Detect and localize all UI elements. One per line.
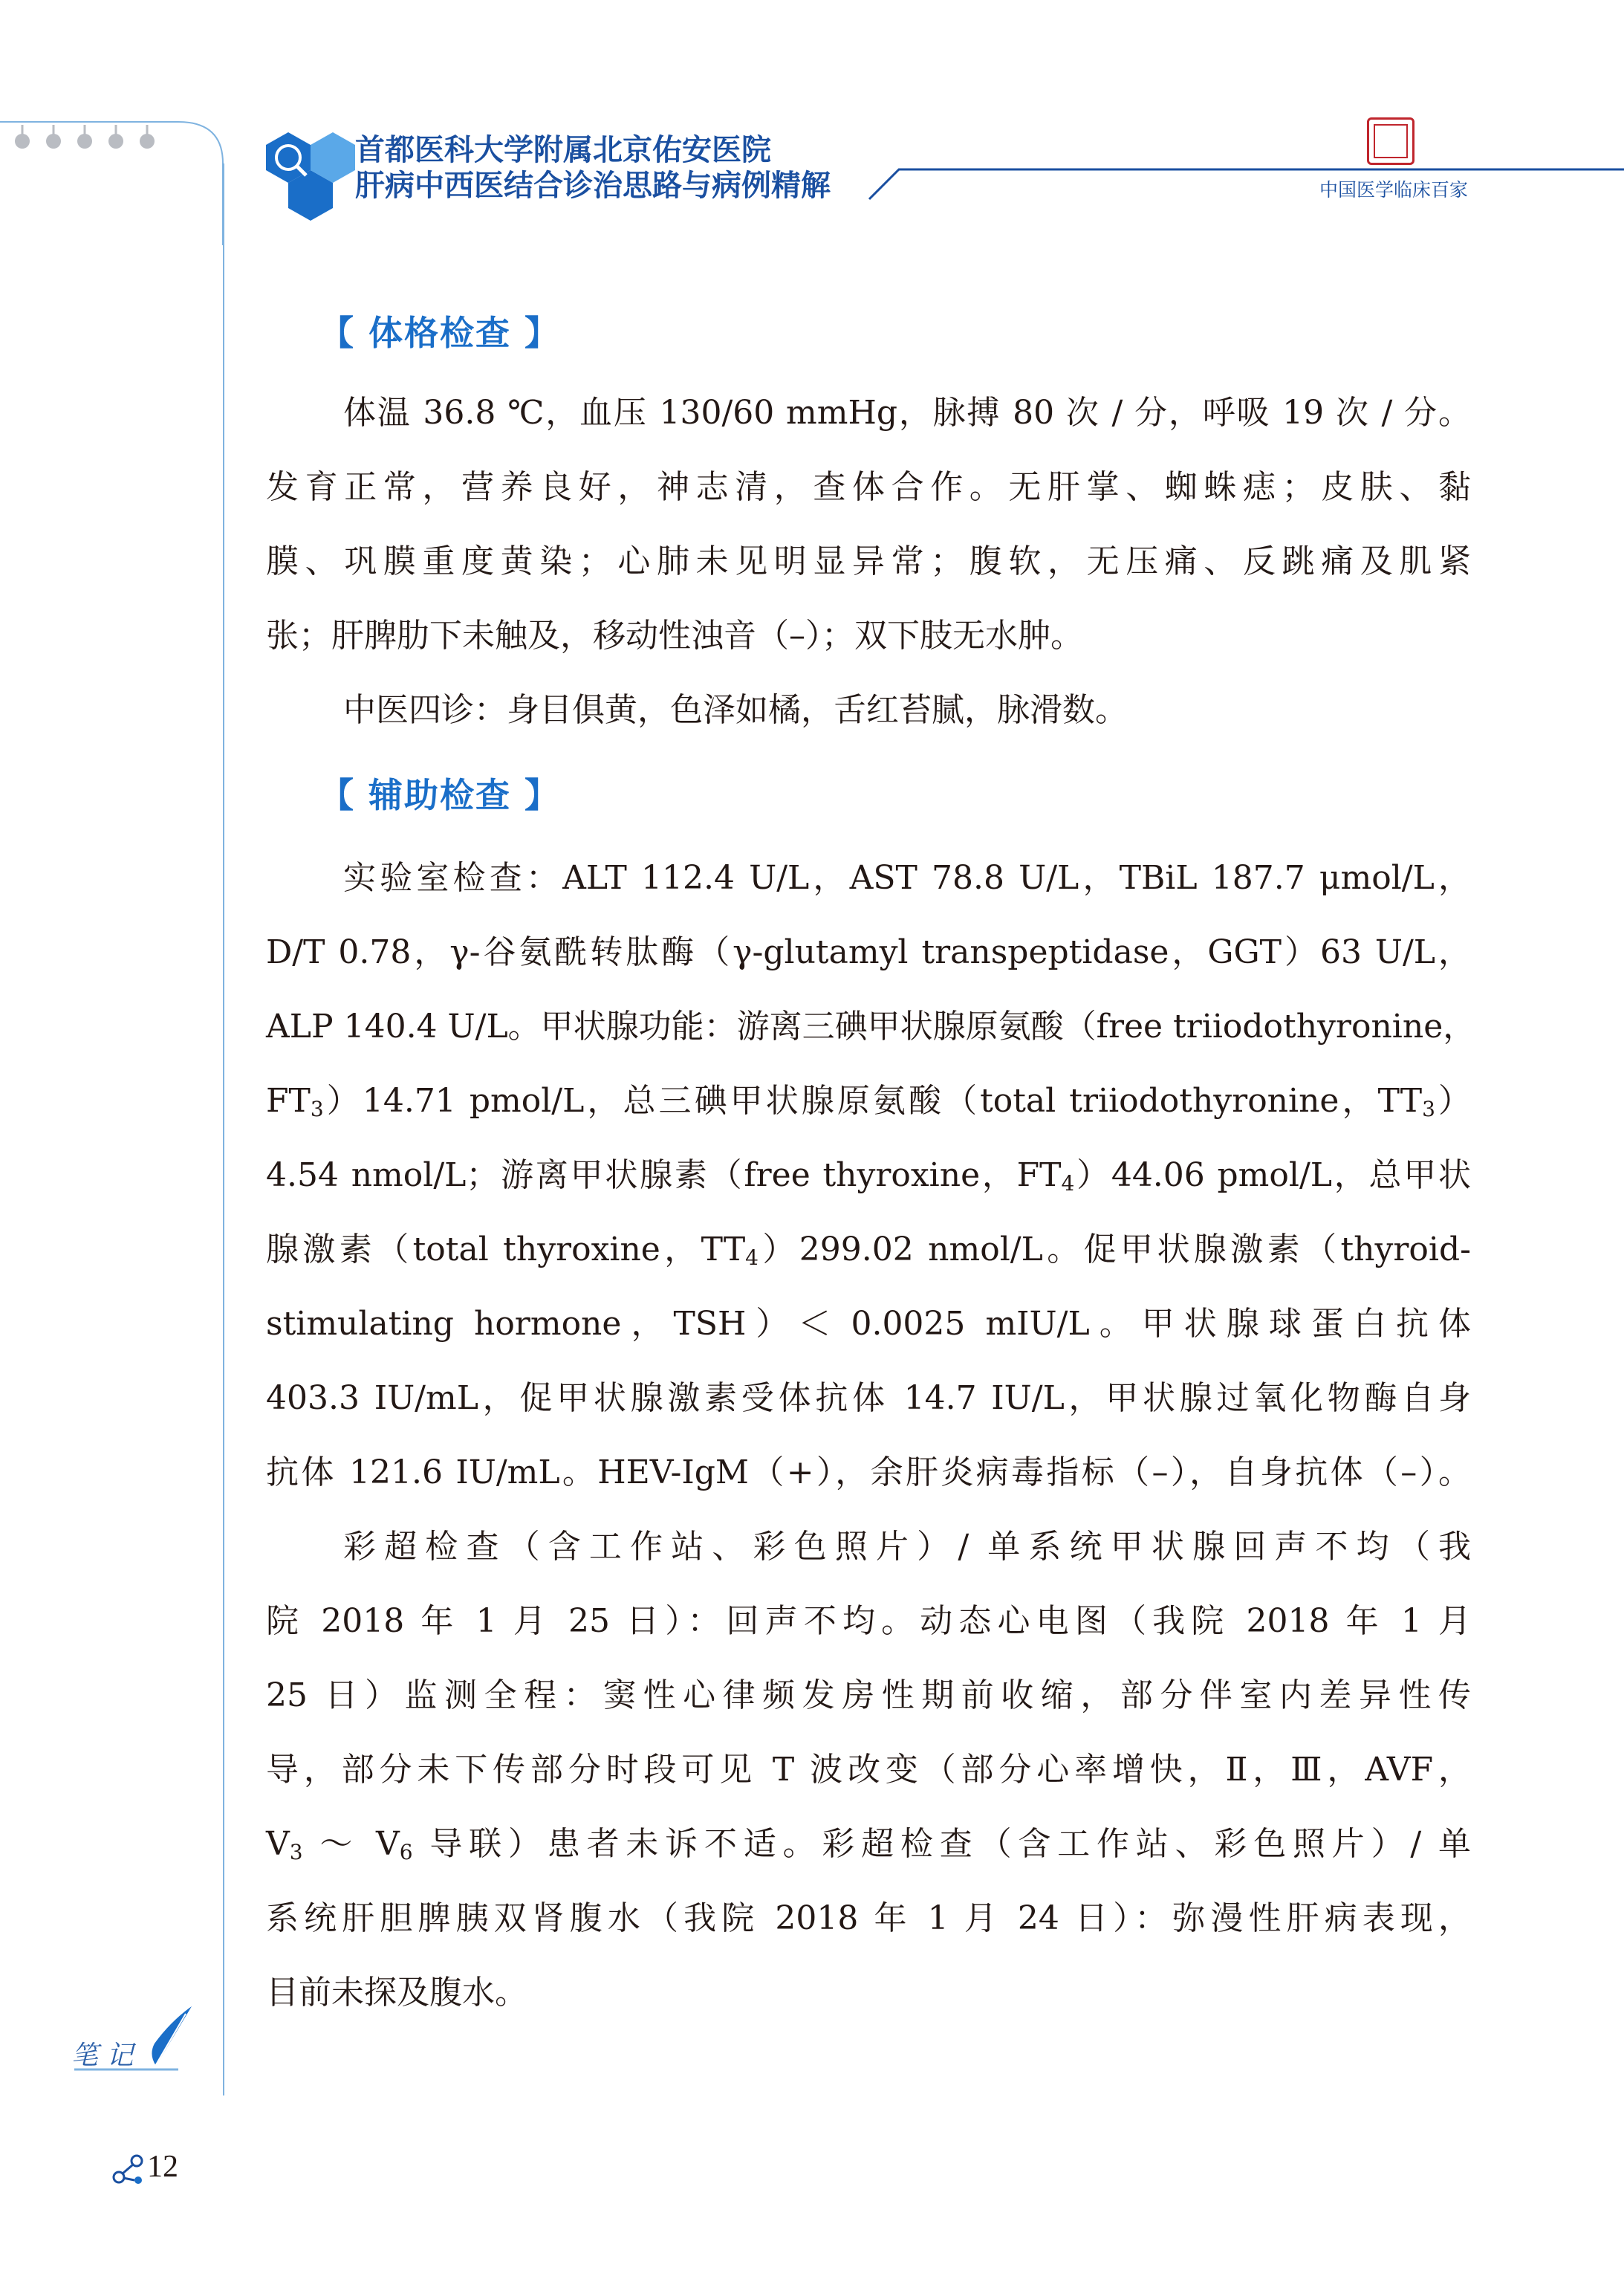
text-line: 张；肝脾肋下未触及，移动性浊音（–）；双下肢无水肿。 [266, 617, 1083, 655]
section-title-auxiliary-exam: 【 辅助检查 】 [319, 775, 561, 815]
text-line: $FT_3)14.71$ pmol/L，总三碘甲状腺原氨酸（total triiodothyronine，$TT_3$） [266, 1082, 1471, 1121]
text-line: 发育正常，营养良好，神志清，查体合作。无肝掌、蜘蛛痣；皮肤、黏 [266, 468, 1471, 506]
text-line: 体温 36.8 ℃，血压 130/60 mmHg，脉搏 80 次 / 分，呼吸 19 次 / 分。 [343, 394, 1471, 432]
page-number: 12 [147, 2150, 178, 2184]
text-line: 实验室检查：ALT 112.4 U/L，AST 78.8 U/L，TBiL 187.7 μmol/L， [343, 859, 1471, 897]
header-title-line1: 首都医科大学附属北京佑安医院 [355, 133, 771, 167]
text-line: stimulating hormone，TSH）＜ 0.0025 mIU/L。甲状腺球蛋白抗体 [266, 1305, 1471, 1343]
text-line: 院 2018 年 1 月 25 日）：回声不均。动态心电图（我院 2018 年 1 月 [266, 1602, 1471, 1640]
text-line: 彩超检查（含工作站、彩色照片）/ 单系统甲状腺回声不均（我 [343, 1528, 1471, 1566]
page-number-molecule-icon [111, 2152, 146, 2186]
section-title-physical-exam: 【 体格检查 】 [319, 313, 561, 353]
series-seal-icon [1367, 117, 1414, 165]
text-line: 25 日）监测全程：窦性心律频发房性期前收缩，部分伴室内差异性传 [266, 1676, 1471, 1714]
header-title-line2: 肝病中西医结合诊治思路与病例精解 [355, 169, 831, 203]
text-line: 导，部分未下传部分时段可见 T 波改变（部分心率增快，Ⅱ，Ⅲ，AVF， [266, 1751, 1471, 1789]
text-line: 腺激素（total thyroxine，$TT_4)299.02$ nmol/L。促甲状腺激素（thyroid- [266, 1231, 1471, 1270]
text-line: 中医四诊：身目俱黄，色泽如橘，舌红苔腻，脉滑数。 [343, 691, 1128, 729]
text-line: $V_3$ ～ $V_6$ 导联）患者未诉不适。彩超检查（含工作站、彩色照片）/ 单 [266, 1825, 1472, 1864]
text-line: 膜、巩膜重度黄染；心肺未见明显异常；腹软，无压痛、反跳痛及肌紧 [266, 542, 1471, 580]
margin-rule [223, 163, 224, 2095]
text-line: 系统肝胆脾胰双肾腹水（我院 2018 年 1 月 24 日）：弥漫性肝病表现， [266, 1899, 1471, 1937]
notes-label: 笔 记 [71, 2040, 134, 2071]
hexagon-logo-icon [266, 132, 355, 221]
text-line: 403.3 IU/mL，促甲状腺激素受体抗体 14.7 IU/L，甲状腺过氧化物酶自身 [266, 1379, 1471, 1417]
text-line: 抗体 121.6 IU/mL。HEV-IgM（+），余肝炎病毒指标（–），自身抗体（–）。 [266, 1453, 1471, 1491]
text-line: D/T 0.78，γ-谷氨酰转肽酶（γ-glutamyl transpeptidase，GGT）63 U/L， [266, 933, 1471, 971]
header-series-name: 中国医学临床百家 [1319, 179, 1469, 201]
text-line: 目前未探及腹水。 [266, 1974, 527, 2012]
text-line: 4.54 nmol/L；游离甲状腺素（free thyroxine，$FT_4)44.06$ pmol/L，总甲状 [266, 1156, 1471, 1196]
text-line: ALP 140.4 U/L。甲状腺功能：游离三碘甲状腺原氨酸（free triiodothyronine， [266, 1008, 1476, 1046]
